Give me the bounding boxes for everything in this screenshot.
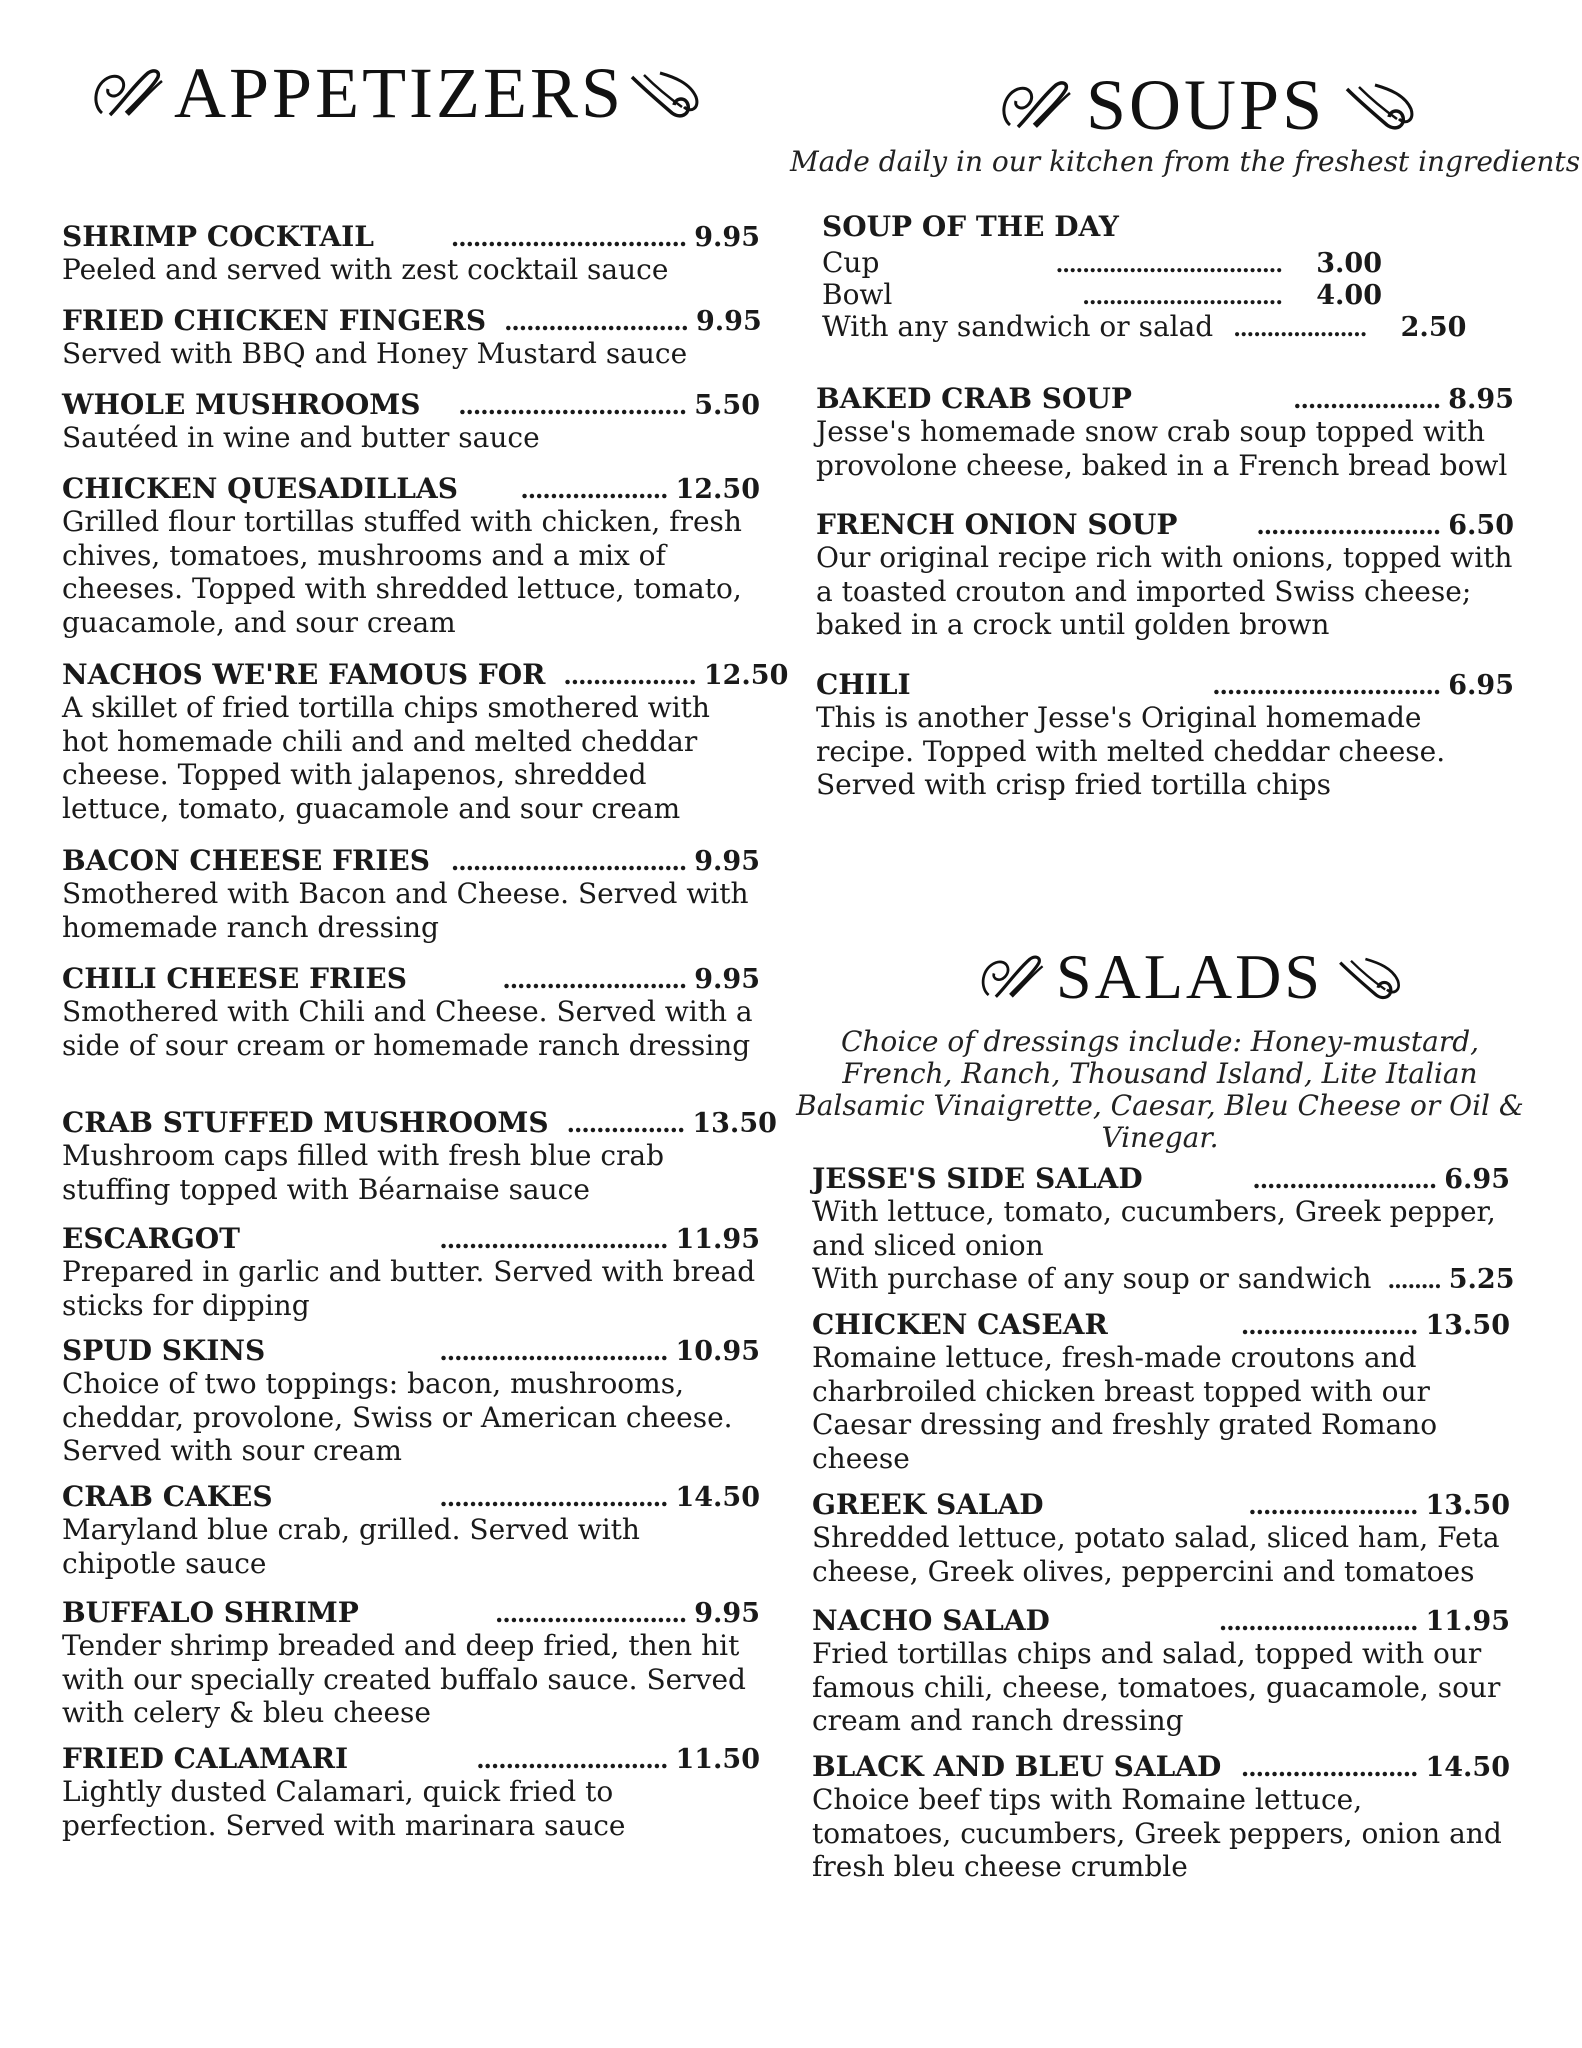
menu-item: [62, 1334, 760, 1468]
menu-item-description: Sautéed in wine and butter sauce: [62, 421, 540, 454]
menu-item-name: CHICKEN QUESADILLAS: [62, 472, 458, 505]
menu-item-header: [62, 844, 760, 877]
menu-item: [812, 1162, 1515, 1296]
menu-item: [62, 1106, 777, 1206]
menu-item-description: Our original recipe rich with onions, topped with a toasted crouton and imported Swiss cheese; baked in a crock until golden brown: [816, 541, 1513, 641]
menu-item-description: Tender shrimp breaded and deep fried, then hit with our specially created buffalo sauce. Served with celery & bleu cheese: [62, 1629, 746, 1729]
menu-item-price: 8.95: [1448, 384, 1514, 415]
dot-leader: .........................: [504, 307, 688, 336]
menu-item: [812, 1604, 1510, 1738]
menu-item-description: Jesse's homemade snow crab soup topped with provolone cheese, baked in a French bread bowl: [816, 415, 1508, 482]
menu-item-description: Choice of two toppings: bacon, mushrooms, cheddar, provolone, Swiss or American cheese. Served with sour cream: [62, 1367, 733, 1467]
soup-size-option: [822, 280, 1382, 312]
menu-item-name: WHOLE MUSHROOMS: [62, 388, 421, 421]
dot-leader: ..........................: [494, 1599, 687, 1628]
menu-item-price: 13.50: [1425, 1490, 1510, 1521]
flourish-left-icon: [88, 63, 168, 123]
menu-item-description: Romaine lettuce, fresh-made croutons and charbroiled chicken breast topped with our Caesar dressing and freshly grated Romano cheese: [812, 1341, 1438, 1475]
menu-item: [62, 962, 760, 1062]
menu-item: [816, 668, 1514, 802]
flourish-right-icon: [1339, 75, 1419, 135]
menu-item-name: CHICKEN CASEAR: [812, 1308, 1108, 1341]
menu-item-price: 12.50: [703, 660, 789, 691]
menu-item-price: 6.95: [1448, 670, 1514, 701]
menu-item-description: A skillet of fried tortilla chips smothered with hot homemade chili and and melted cheddar cheese. Topped with jalapenos, shredded lettuce, tomato, guacamole and sour cream: [62, 691, 710, 825]
dot-leader: ........................: [1240, 1311, 1418, 1340]
dot-leader: ....................: [1233, 316, 1367, 342]
soup-size-price: 4.00: [1316, 280, 1382, 311]
menu-item-description: Choice beef tips with Romaine lettuce, tomatoes, cucumbers, Greek peppers, onion and fresh bleu cheese crumble: [812, 1783, 1502, 1883]
dot-leader: ...........................: [1218, 1607, 1418, 1636]
salads-title: SALADS: [1056, 941, 1323, 1012]
dot-leader: .......................: [1248, 1491, 1418, 1520]
soup-size-option: [822, 248, 1382, 280]
menu-item-header: [812, 1308, 1510, 1341]
menu-item-price: 14.50: [1425, 1752, 1510, 1783]
menu-item-description: Prepared in garlic and butter. Served with bread sticks for dipping: [62, 1255, 756, 1322]
menu-item-description: Mushroom caps filled with fresh blue crab stuffing topped with Béarnaise sauce: [62, 1139, 664, 1206]
menu-item-header: [62, 1106, 777, 1139]
soup-size-label: Bowl: [822, 278, 893, 311]
menu-item: [62, 844, 760, 944]
menu-item: [62, 1596, 760, 1730]
menu-item: [62, 220, 760, 287]
menu-item-description: Smothered with Chili and Cheese. Served with a side of sour cream or homemade ranch dressing: [62, 995, 753, 1062]
soup-size-price: 2.50: [1400, 312, 1467, 343]
soup-of-the-day: [822, 210, 1467, 344]
dot-leader: .........................: [1256, 511, 1441, 540]
menu-item-header: [812, 1750, 1510, 1783]
menu-item: [62, 1480, 760, 1580]
soup-size-label: Cup: [822, 246, 880, 279]
side-salad-extra-label: With purchase of any soup or sandwich: [812, 1262, 1372, 1295]
menu-item-header: [62, 1334, 760, 1367]
menu-item-price: 13.50: [692, 1108, 777, 1139]
appetizers-heading: [88, 48, 704, 138]
menu-item-name: CHILI: [816, 668, 911, 701]
menu-item: [62, 658, 789, 825]
menu-item: [812, 1308, 1510, 1475]
dot-leader: ....................: [1293, 385, 1441, 414]
menu-item-name: NACHOS WE'RE FAMOUS FOR: [62, 658, 546, 691]
menu-item-header: [816, 508, 1514, 541]
menu-item-name: SHRIMP COCKTAIL: [62, 220, 374, 253]
menu-item-price: 11.95: [1425, 1606, 1510, 1637]
salads-heading: [976, 940, 1405, 1014]
dot-leader: ..................................: [1055, 252, 1282, 278]
soups-heading: [996, 60, 1419, 150]
dot-leader: .........................: [1252, 1165, 1437, 1194]
dot-leader: ...............................: [458, 391, 687, 420]
dot-leader: .........................: [502, 965, 687, 994]
flourish-right-icon: [1333, 950, 1405, 1004]
menu-item-name: BLACK AND BLEU SALAD: [812, 1750, 1222, 1783]
menu-item-header: [812, 1488, 1510, 1521]
menu-item-header: [62, 220, 760, 253]
dot-leader: ..............................: [1082, 284, 1282, 310]
menu-item-header: [62, 1742, 760, 1775]
side-salad-extra-price: 5.25: [1448, 1264, 1515, 1295]
menu-item-description: Grilled flour tortillas stuffed with chicken, fresh chives, tomatoes, mushrooms and a mix of cheeses. Topped with shredded lettuce, tomato, guacamole, and sour cream: [62, 505, 742, 639]
menu-item: [816, 382, 1514, 482]
dot-leader: ........................: [1240, 1753, 1418, 1782]
menu-item-header: [62, 388, 760, 421]
soups-subtitle: Made daily in our kitchen from the freshest ingredients: [790, 145, 1581, 178]
dot-leader: ................: [566, 1109, 685, 1138]
menu-item-name: NACHO SALAD: [812, 1604, 1050, 1637]
menu-item: [62, 472, 760, 639]
menu-item-description: Served with BBQ and Honey Mustard sauce: [62, 337, 688, 370]
menu-item-price: 9.95: [694, 964, 760, 995]
menu-item-name: BACON CHEESE FRIES: [62, 844, 430, 877]
dot-leader: ................................: [450, 223, 687, 252]
menu-item: [816, 508, 1514, 642]
menu-item-name: BUFFALO SHRIMP: [62, 1596, 359, 1629]
menu-item-name: SPUD SKINS: [62, 1334, 266, 1367]
dot-leader: ..................: [563, 661, 696, 690]
menu-item-description: Smothered with Bacon and Cheese. Served with homemade ranch dressing: [62, 877, 749, 944]
dot-leader: ...............................: [439, 1225, 668, 1254]
soup-size-option: [822, 310, 1467, 344]
menu-item-description: Lightly dusted Calamari, quick fried to perfection. Served with marinara sauce: [62, 1775, 626, 1842]
soup-of-day-name: SOUP OF THE DAY: [822, 210, 1119, 243]
menu-item-header: [62, 304, 760, 337]
salads-subtitle: Choice of dressings include: Honey-mustard, French, Ranch, Thousand Island, Lite Italian Balsamic Vinaigrette, Caesar, Bleu Cheese or Oil & Vinegar.: [796, 1025, 1524, 1154]
menu-item-description: With lettuce, tomato, cucumbers, Greek pepper, and sliced onion: [812, 1195, 1496, 1262]
dot-leader: ...............................: [439, 1483, 668, 1512]
menu-item-description: This is another Jesse's Original homemade recipe. Topped with melted cheddar cheese. Served with crisp fried tortilla chips: [816, 701, 1446, 801]
menu-item-header: [62, 472, 760, 505]
menu-item-description: Fried tortillas chips and salad, topped with our famous chili, cheese, tomatoes, guacamole, sour cream and ranch dressing: [812, 1637, 1501, 1737]
menu-item-header: [62, 962, 760, 995]
dot-leader: ...............................: [1212, 671, 1441, 700]
menu-item-price: 14.50: [675, 1482, 760, 1513]
soup-size-price: 3.00: [1316, 248, 1382, 279]
soups-title: SOUPS: [1086, 64, 1326, 145]
menu-item-price: 9.95: [694, 1598, 760, 1629]
menu-item-description: Shredded lettuce, potato salad, sliced ham, Feta cheese, Greek olives, peppercini and tomatoes: [812, 1521, 1500, 1588]
menu-item-name: CRAB STUFFED MUSHROOMS: [62, 1106, 549, 1139]
dot-leader: ..........................: [476, 1745, 668, 1774]
menu-item-name: BAKED CRAB SOUP: [816, 382, 1132, 415]
menu-item-header: [816, 382, 1514, 415]
menu-item-header: [812, 1162, 1510, 1195]
menu-item-price: 6.50: [1448, 510, 1514, 541]
soup-size-label: With any sandwich or salad: [822, 310, 1214, 343]
menu-item-header: [62, 1480, 760, 1513]
menu-item-price: 9.95: [694, 222, 760, 253]
menu-item-header: [62, 1222, 760, 1255]
menu-item-description: Peeled and served with zest cocktail sauce: [62, 253, 669, 286]
menu-item: [62, 388, 760, 455]
menu-item-price: 11.95: [675, 1224, 760, 1255]
menu-item-price: 6.95: [1444, 1164, 1510, 1195]
menu-item-header: [816, 668, 1514, 701]
menu-item-name: FRENCH ONION SOUP: [816, 508, 1178, 541]
side-salad-extra: [812, 1262, 1515, 1296]
dot-leader: ................................: [450, 847, 687, 876]
menu-item: [62, 1222, 760, 1322]
dot-leader: ....................: [520, 475, 668, 504]
menu-item-price: 11.50: [675, 1744, 760, 1775]
dot-leader: ...............................: [439, 1337, 668, 1366]
menu-item: [62, 304, 760, 371]
menu-item-price: 12.50: [675, 474, 760, 505]
flourish-right-icon: [624, 63, 704, 123]
menu-item-price: 5.50: [694, 390, 760, 421]
menu-item-header: [812, 1604, 1510, 1637]
menu-item-name: FRIED CHICKEN FINGERS: [62, 304, 487, 337]
flourish-left-icon: [976, 950, 1048, 1004]
menu-item-name: JESSE'S SIDE SALAD: [812, 1162, 1143, 1195]
dot-leader: ........: [1387, 1268, 1441, 1294]
menu-item: [812, 1488, 1510, 1588]
menu-item-name: ESCARGOT: [62, 1222, 240, 1255]
appetizers-title: APPETIZERS: [174, 52, 625, 133]
menu-item: [62, 1742, 760, 1842]
menu-item-price: 9.95: [694, 846, 760, 877]
flourish-left-icon: [996, 75, 1076, 135]
menu-item-price: 10.95: [675, 1336, 760, 1367]
menu-item-name: CHILI CHEESE FRIES: [62, 962, 407, 995]
menu-item-price: 9.95: [695, 306, 762, 337]
menu-item-description: Maryland blue crab, grilled. Served with chipotle sauce: [62, 1513, 640, 1580]
menu-item-name: CRAB CAKES: [62, 1480, 273, 1513]
menu-item-name: FRIED CALAMARI: [62, 1742, 349, 1775]
menu-item-header: [62, 1596, 760, 1629]
menu-item: [812, 1750, 1510, 1884]
menu-item-price: 13.50: [1425, 1310, 1510, 1341]
menu-item-header: [62, 658, 789, 691]
menu-item-name: GREEK SALAD: [812, 1488, 1044, 1521]
